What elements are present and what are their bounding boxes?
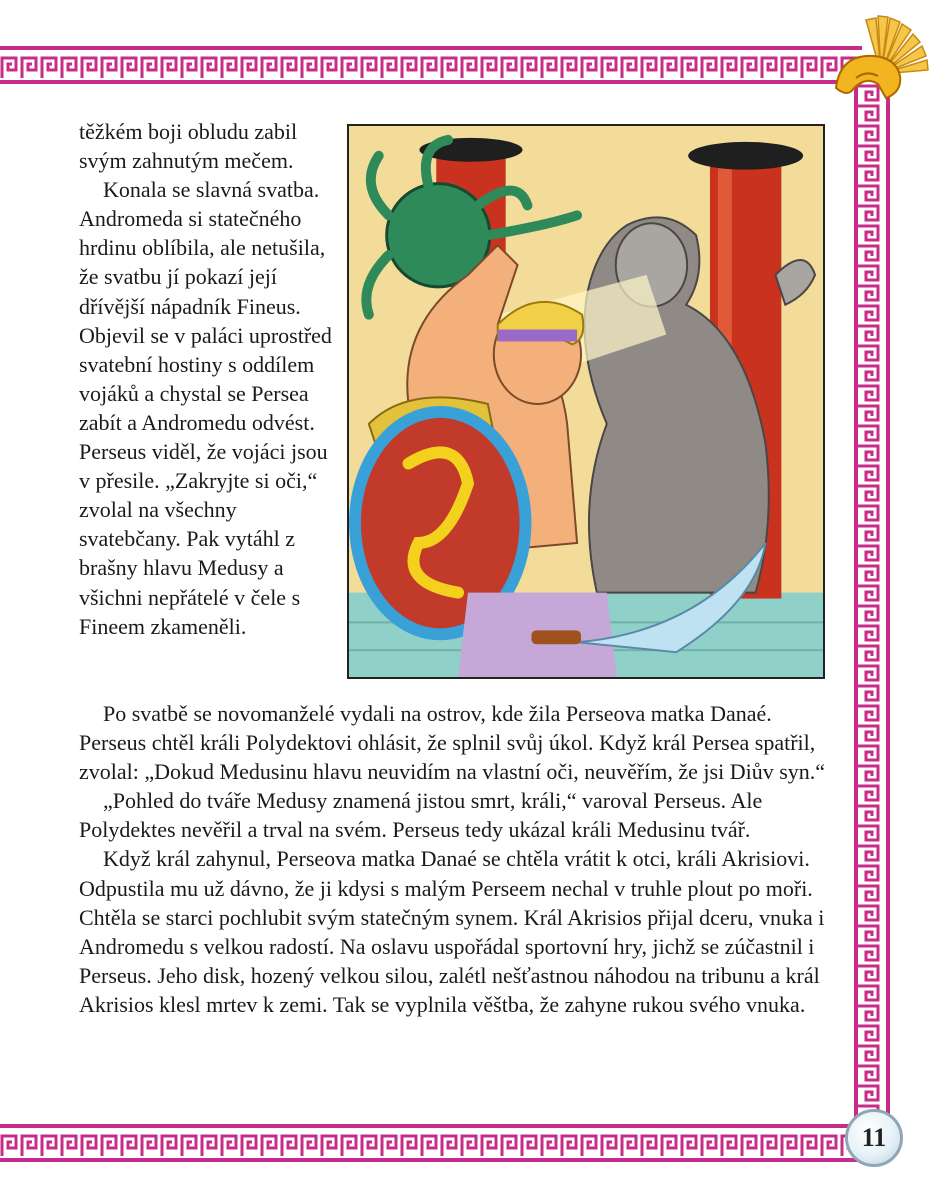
greek-key-border-right (852, 84, 892, 1124)
paragraph: Po svatbě se novomanželé vydali na ostrov, kde žila Perseova matka Danaé. Perseus chtěl králi Polydektovi ohlásit, že splnil svůj úkol. Když král Persea spatřil, zvolal: „Dokud Medusinu hlavu neuvidím na vlastní oči, neuvěřím, že jsi Diův syn.“ (79, 701, 826, 785)
greek-key-border-top (0, 44, 862, 84)
narrow-text-column (79, 117, 343, 641)
paragraph: Když král zahynul, Perseova matka Danaé se chtěla vrátit k otci, králi Akrisiovi. Odpustila mu už dávno, že ji kdysi s malým Perseem nechal v truhle plout po moři. Chtěla se starci pochlubit svým statečným synem. Král Akrisios přijal dceru, vnuka i Andromedu s velkou radostí. Na oslavu uspořádal sportovní hry, jichž se zúčastnil i Perseus. Jeho disk, hozený velkou silou, zalétl nešťastnou náhodou na tribunu a král Akrisios klesl mrtev k zemi. Tak se vyplnila věštba, že zahyne rukou svého vnuka. (79, 846, 825, 1017)
page-number: 11 (845, 1109, 903, 1167)
paragraph: Konala se slavná svatba. Andromeda si statečného hrdinu oblíbila, ale netušila, že svatbu jí pokazí její dřívější nápadník Fineus. Objevil se v paláci uprostřed svatební hostiny s oddílem vojáků a chystal se Persea zabít a Andromedu odvést. Perseus viděl, že vojáci jsou v přesile. „Zakryjte si oči,“ zvolal na všechny svatebčany. Pak vytáhl z brašny hlavu Medusy a všichni nepřátelé v čele s Fineem zkameněli. (79, 177, 332, 639)
paragraph-continued: těžkém boji obludu zabil svým zahnutým mečem. (79, 119, 298, 174)
full-width-text (79, 699, 839, 1019)
paragraph: „Pohled do tváře Medusy znamená jistou smrt, králi,“ varoval Perseus. Ale Polydektes nevěřil a trval na svém. Perseus tedy ukázal králi Medusinu tvář. (79, 788, 763, 843)
greek-helmet-icon (826, 14, 936, 110)
greek-key-border-bottom (0, 1122, 862, 1162)
perseus-medusa-illustration (347, 124, 825, 679)
